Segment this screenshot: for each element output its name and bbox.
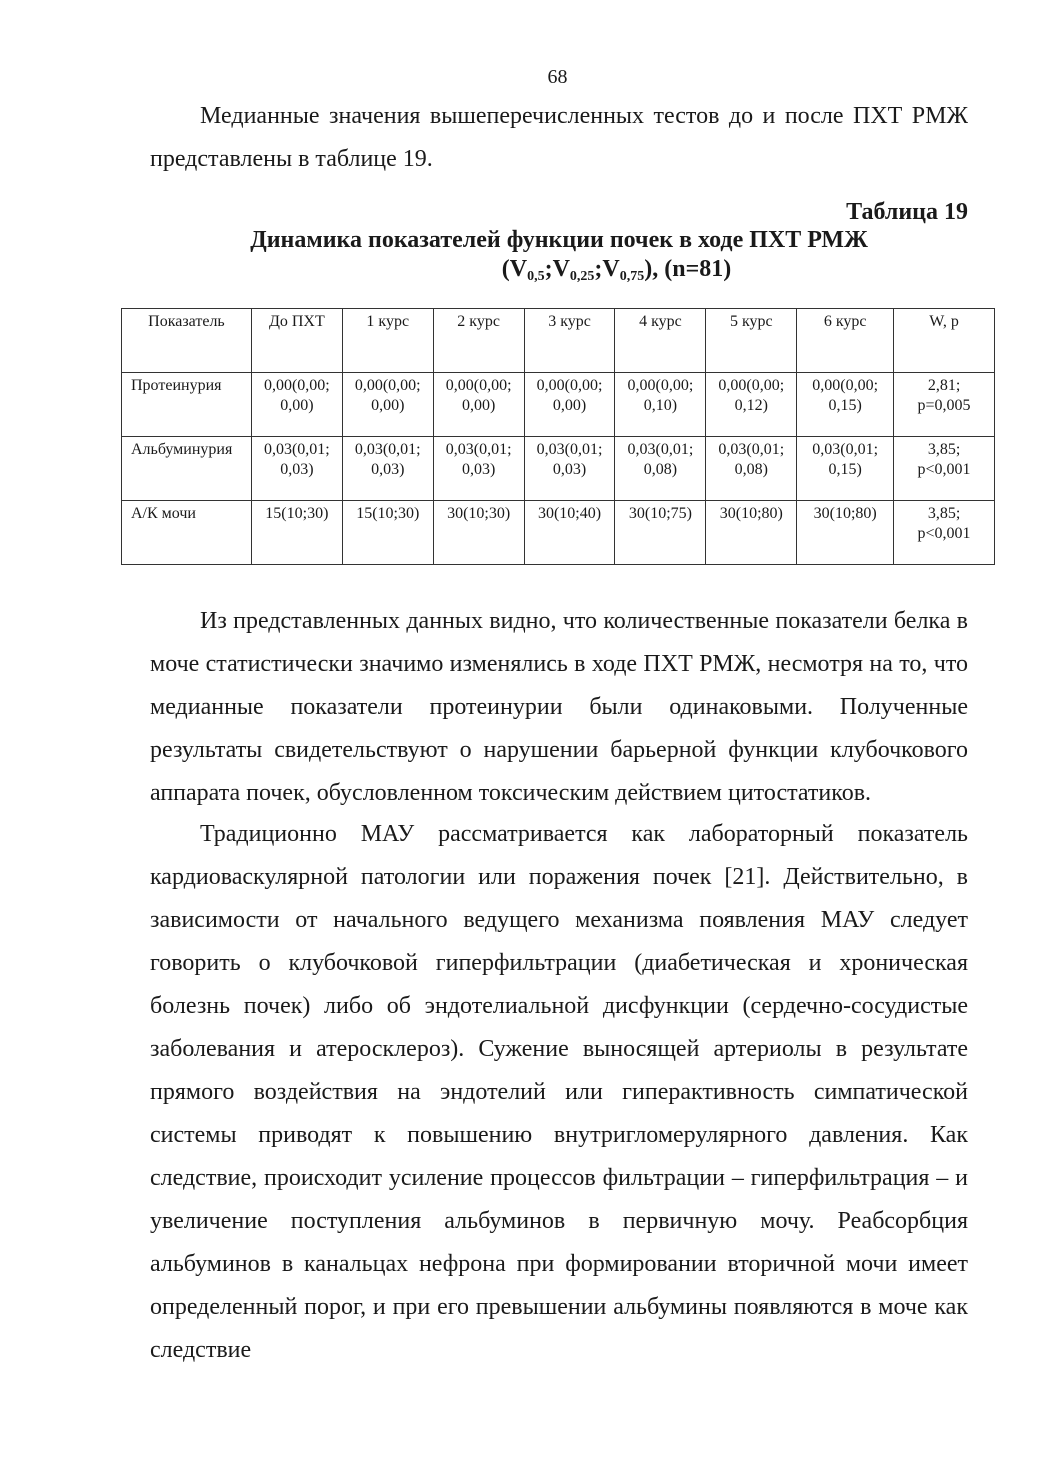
cell-line: 0,00) — [371, 397, 405, 414]
table-header-cell: 1 курс — [342, 309, 433, 373]
cell-line: 0,03) — [371, 461, 405, 478]
paragraph-mau: Традиционно МАУ рассматривается как лабораторный показатель кардиоваскулярной патологии или поражения почек [21]. Действительно, в зависимости от начального ведущего механизма появления МАУ следует говорить о клубочковой гиперфильтрации (диабетическая и хроническая болезнь почек) либо об эндотелиальной дисфункции (сердечно-сосудистые заболевания и атеросклероз). Сужение выносящей артериолы в результате прямого воздействия на эндотелий или гиперактивность симпатической системы приводят к повышению внутригломерулярного давления. Как следствие, происходит усиление процессов фильтрации – гиперфильтрация – и увеличение поступления альбуминов в первичную мочу. Реабсорбция альбуминов в канальцах нефрона при формировании вторичной мочи имеет определенный порог, и при его превышении альбумины появляются в моче как следствие — [150, 821, 968, 1363]
table-title-line2: $(V_{0,5};V_{0,25};V_{0,75})$, (n=81) — [501, 256, 732, 284]
cell-line: 0,03(0,01; — [812, 441, 879, 458]
cell-line: 0,03(0,01; — [627, 441, 694, 458]
table-cell — [524, 373, 615, 437]
table-header-cell: 5 курс — [706, 309, 797, 373]
table-header-cell: 6 курс — [797, 309, 894, 373]
table-cell — [251, 373, 342, 437]
table-cell — [342, 437, 433, 501]
table-cell — [706, 501, 797, 565]
table-cell — [342, 373, 433, 437]
table-cell — [433, 373, 524, 437]
cell-line: 0,15) — [828, 461, 862, 478]
cell-line: 0,00(0,00; — [536, 377, 603, 394]
intro-paragraph: Медианные значения вышеперечисленных тестов до и после ПХТ РМЖ представлены в таблице 19. — [150, 103, 968, 172]
cell-line: 0,00(0,00; — [812, 377, 879, 394]
table-title — [150, 226, 968, 284]
table-label: Таблица 19 — [846, 199, 968, 225]
table-cell — [706, 373, 797, 437]
cell-line: 3,85; — [927, 441, 961, 458]
paragraph-findings: Из представленных данных видно, что количественные показатели белка в моче статистически значимо изменялись в ходе ПХТ РМЖ, несмотря на то, что медианные показатели протеинурии были одинаковыми. Полученные результаты свидетельствуют о нарушении барьерной функции клубочкового аппарата почек, обусловленном токсическим действием цитостатиков. — [150, 608, 968, 806]
cell-line: 30(10;40) — [537, 505, 602, 522]
cell-line: 0,03(0,01; — [445, 441, 512, 458]
cell-line: 0,03) — [552, 461, 587, 478]
cell-line: 0,03(0,01; — [718, 441, 785, 458]
cell-line: 15(10;30) — [265, 505, 329, 522]
table-cell — [433, 501, 524, 565]
cell-line: 0,00(0,00; — [718, 377, 785, 394]
table-header-cell: W, p — [894, 309, 995, 373]
table-cell — [615, 437, 706, 501]
cell-line: 0,00(0,00; — [627, 377, 694, 394]
cell-line: 30(10;80) — [813, 505, 877, 522]
table-cell — [342, 501, 433, 565]
table-cell — [797, 501, 894, 565]
data-table — [121, 308, 995, 565]
cell-line: 0,03) — [461, 461, 496, 478]
table-header-row — [122, 309, 995, 373]
table-header-cell: 3 курс — [524, 309, 615, 373]
table-cell — [797, 437, 894, 501]
table-cell — [797, 373, 894, 437]
table-cell — [894, 501, 995, 565]
cell-line: 0,00(0,00; — [263, 377, 330, 394]
cell-line: 15(10;30) — [356, 505, 420, 522]
cell-line: 0,10) — [643, 397, 678, 414]
table-header-cell: Показатель — [122, 309, 252, 373]
cell-line: 0,00) — [280, 397, 314, 414]
cell-line: 0,15) — [828, 397, 862, 414]
table-row — [122, 373, 995, 437]
table-header-cell: До ПХТ — [251, 309, 342, 373]
table-header-cell: 2 курс — [433, 309, 524, 373]
table-title-line1: Динамика показателей функции почек в ходе ПХТ РМЖ — [250, 227, 868, 253]
page-number: 68 — [547, 66, 568, 88]
table-cell — [251, 501, 342, 565]
table-cell — [433, 437, 524, 501]
table-cell — [251, 437, 342, 501]
table-cell — [524, 501, 615, 565]
cell-line: 0,12) — [734, 397, 768, 414]
table-cell — [524, 437, 615, 501]
table-row — [122, 501, 995, 565]
table-cell — [615, 373, 706, 437]
row-label: А/К мочи — [122, 501, 252, 565]
cell-line: 2,81; — [927, 377, 961, 394]
cell-line: p<0,001 — [917, 525, 971, 542]
table-cell — [615, 501, 706, 565]
cell-line: 0,00) — [461, 397, 496, 414]
cell-line: 30(10;75) — [628, 505, 692, 522]
cell-line: 30(10;30) — [447, 505, 511, 522]
cell-line: p<0,001 — [917, 461, 971, 478]
cell-line: 0,03(0,01; — [263, 441, 330, 458]
table-header-cell: 4 курс — [615, 309, 706, 373]
cell-line: 0,03(0,01; — [536, 441, 603, 458]
row-label: Альбуминурия — [122, 437, 252, 501]
table-cell — [894, 373, 995, 437]
cell-line: 30(10;80) — [719, 505, 783, 522]
cell-line: 0,08) — [643, 461, 678, 478]
cell-line: 0,00) — [552, 397, 587, 414]
cell-line: 0,08) — [734, 461, 768, 478]
cell-line: 0,00(0,00; — [445, 377, 512, 394]
table-row — [122, 437, 995, 501]
cell-line: p=0,005 — [917, 397, 971, 414]
cell-line: 0,03(0,01; — [354, 441, 421, 458]
cell-line: 0,00(0,00; — [354, 377, 421, 394]
row-label: Протеинурия — [122, 373, 252, 437]
table-cell — [894, 437, 995, 501]
cell-line: 3,85; — [927, 505, 961, 522]
cell-line: 0,03) — [280, 461, 314, 478]
table-cell — [706, 437, 797, 501]
